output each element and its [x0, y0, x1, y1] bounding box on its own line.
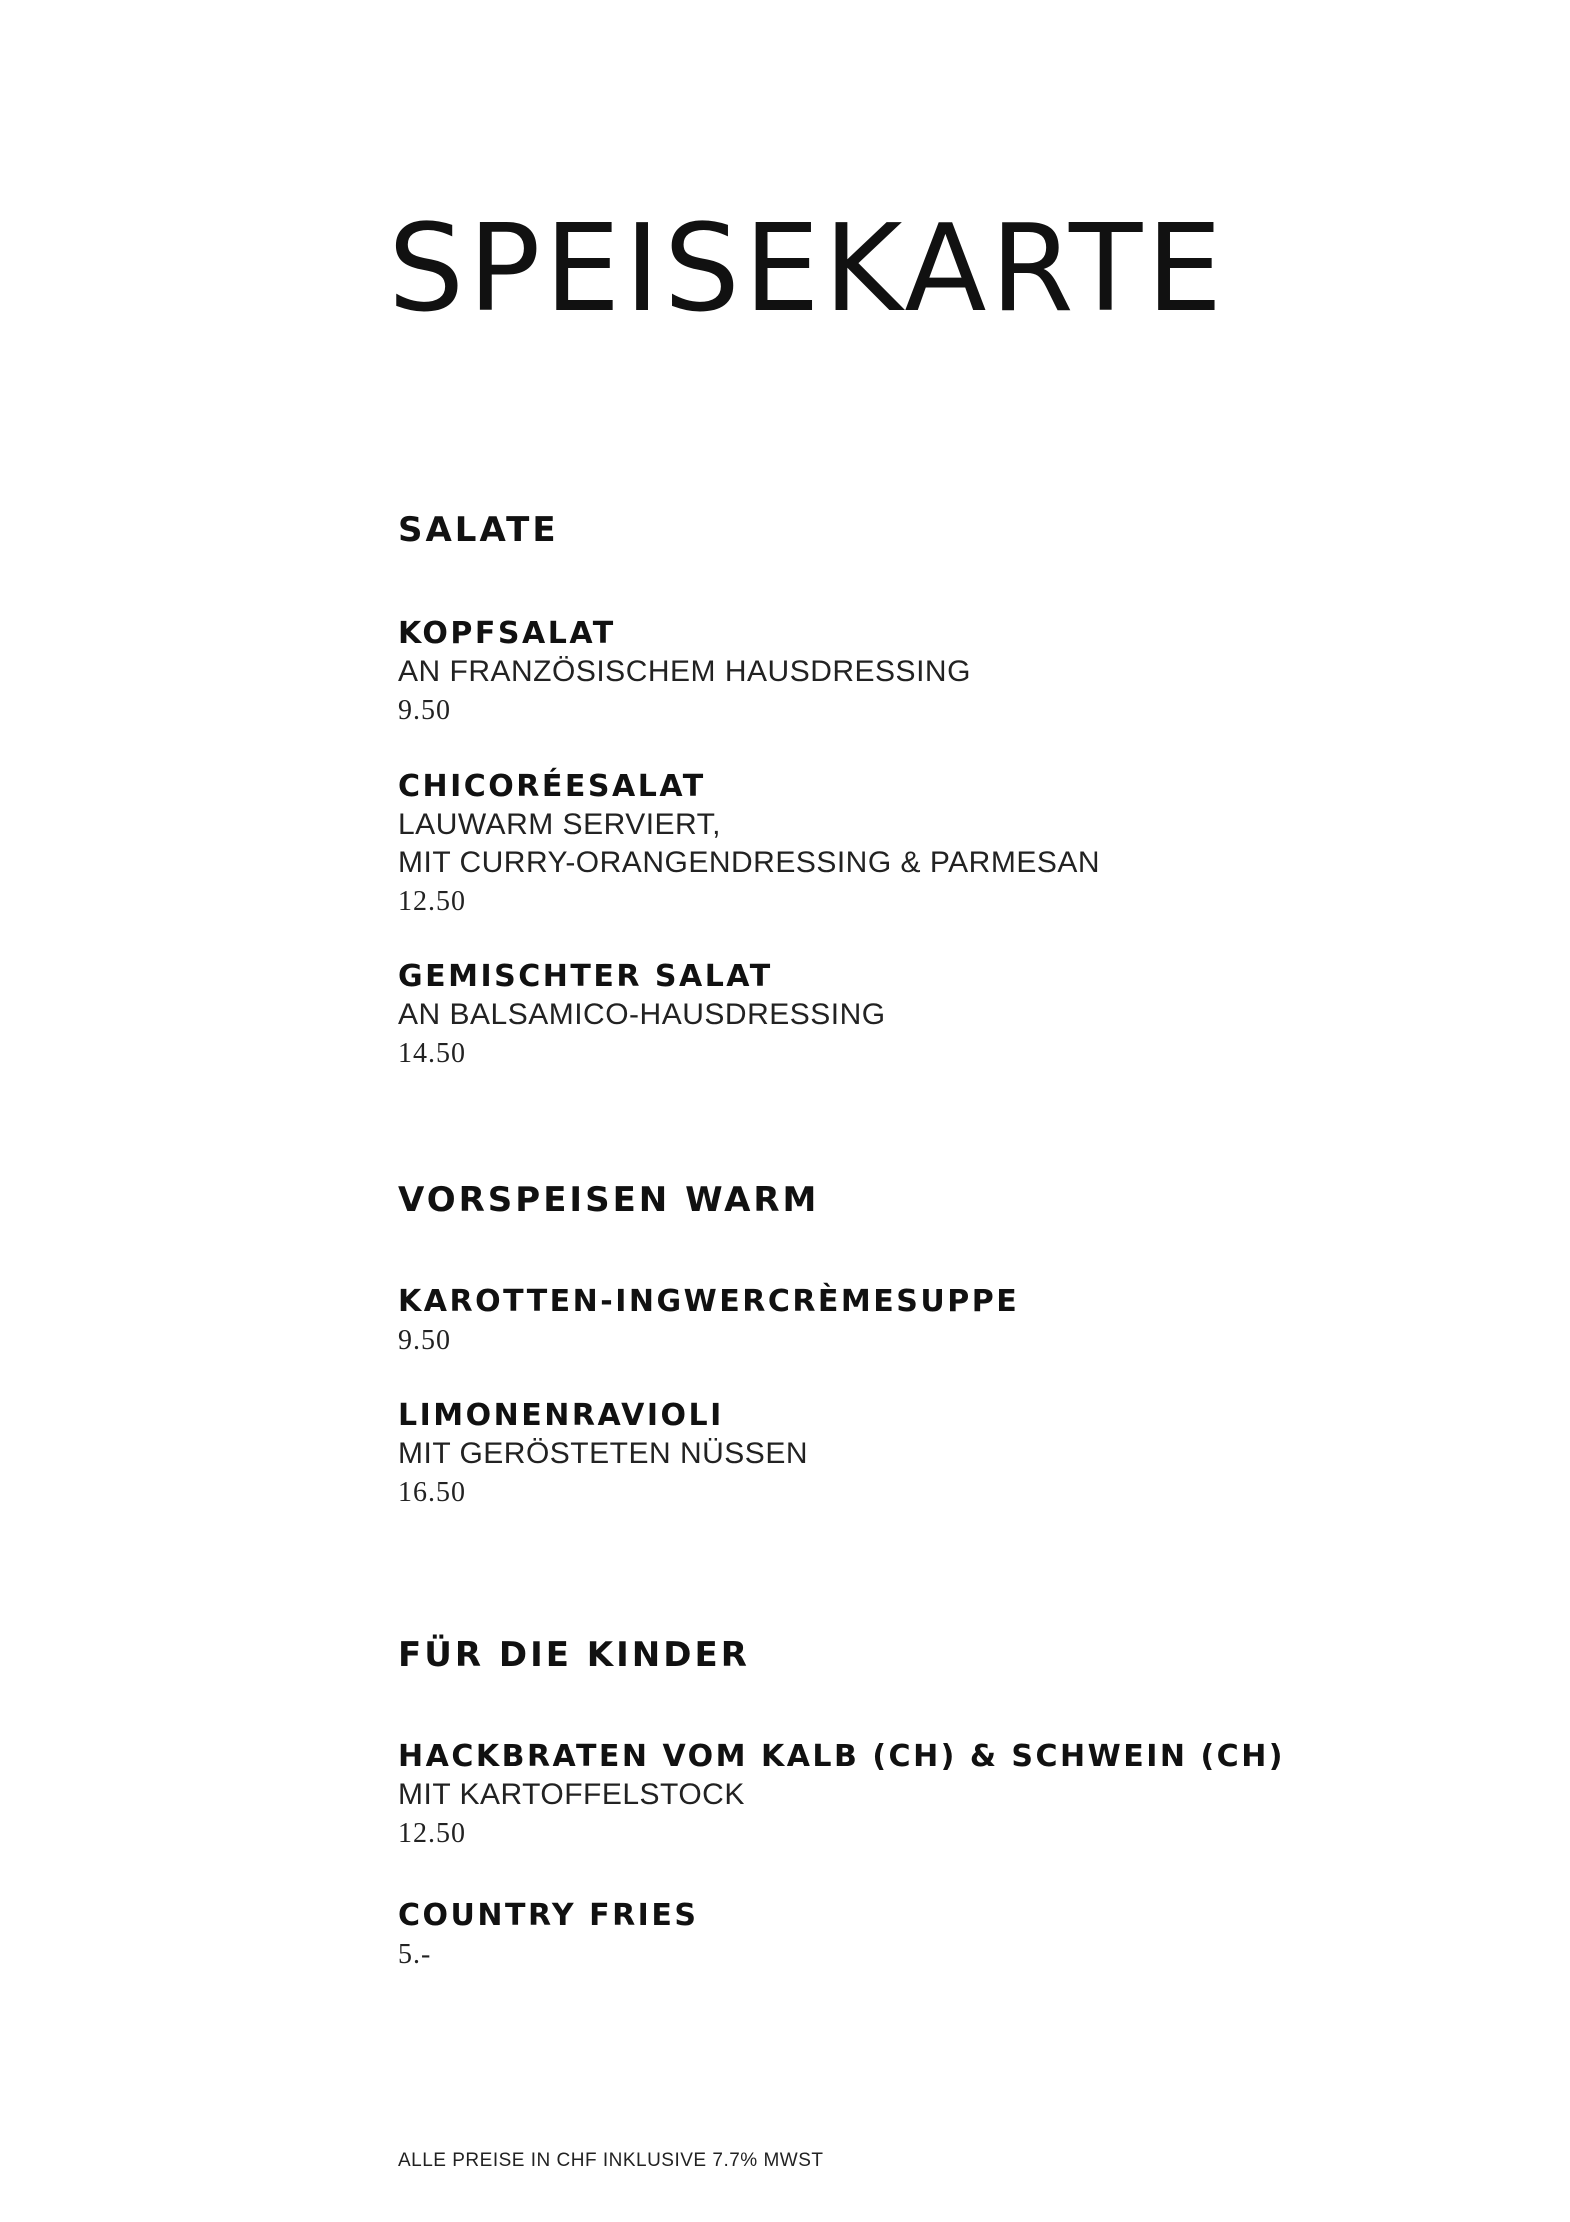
item-price: 9.50	[398, 695, 451, 726]
section-salate	[398, 510, 1398, 1069]
menu-item-country-fries	[398, 1897, 1398, 1975]
menu-item-chicoreesalat	[398, 768, 1398, 922]
item-name: GEMISCHTER SALAT	[398, 959, 773, 994]
item-name: COUNTRY FRIES	[398, 1898, 699, 1933]
item-name: HACKBRATEN VOM KALB (CH) & SCHWEIN (CH)	[398, 1739, 1286, 1774]
menu-item-hackbraten	[398, 1738, 1398, 1854]
item-price: 5.-	[398, 1939, 432, 1970]
section-heading: VORSPEISEN WARM	[398, 1180, 820, 1220]
item-name: CHICORÉESALAT	[398, 769, 706, 804]
item-price: 16.50	[398, 1477, 466, 1508]
item-description: AN FRANZÖSISCHEM HAUSDRESSING	[398, 655, 971, 688]
menu-item-limonenravioli	[398, 1397, 1398, 1513]
price-footnote: ALLE PREISE IN CHF INKLUSIVE 7.7% MWST	[398, 2150, 824, 2171]
item-description: MIT GERÖSTETEN NÜSSEN	[398, 1437, 808, 1470]
menu-item-karotten-ingwercremesuppe	[398, 1283, 1398, 1361]
section-vorspeisen-warm	[398, 1180, 1398, 1508]
page-title: SPEISEKARTE	[388, 200, 1227, 339]
item-price: 12.50	[398, 886, 466, 917]
section-heading: FÜR DIE KINDER	[398, 1635, 750, 1675]
item-name: LIMONENRAVIOLI	[398, 1398, 724, 1433]
item-name: KAROTTEN-INGWERCRÈMESUPPE	[398, 1284, 1020, 1319]
menu-item-kopfsalat	[398, 615, 1398, 731]
item-description: LAUWARM SERVIERT,	[398, 808, 722, 841]
section-heading: SALATE	[398, 510, 559, 550]
item-description: MIT KARTOFFELSTOCK	[398, 1778, 745, 1811]
item-description: MIT CURRY-ORANGENDRESSING & PARMESAN	[398, 846, 1101, 879]
item-description: AN BALSAMICO-HAUSDRESSING	[398, 998, 886, 1031]
item-price: 14.50	[398, 1038, 466, 1069]
item-name: KOPFSALAT	[398, 616, 616, 651]
item-price: 9.50	[398, 1325, 451, 1356]
menu-item-gemischter-salat	[398, 958, 1398, 1074]
section-fuer-die-kinder	[398, 1635, 1398, 1970]
item-price: 12.50	[398, 1818, 466, 1849]
